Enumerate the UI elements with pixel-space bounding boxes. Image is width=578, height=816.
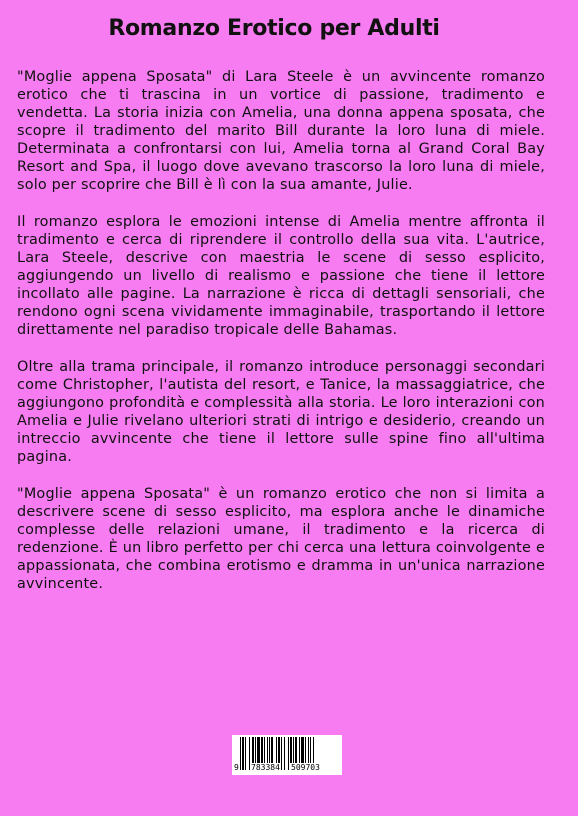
blurb-paragraph-4: "Moglie appena Sposata" è un romanzo erotico che non si limita a descrivere scene di sesso esplicito, ma esplora anche le dinamiche complesse delle relazioni umane, il tradimento e la ricerca di redenzione. È un libro perfetto per chi cerca una lettura coinvolgente e appassionata, che combina erotismo e dramma in un'unica narrazione avvincente. bbox=[17, 486, 545, 592]
blurb-paragraph-2: Il romanzo esplora le emozioni intense di Amelia mentre affronta il tradimento e cerca di riprendere il controllo della sua vita. L'autrice, Lara Steele, descrive con maestria le scene di sesso esplicito, aggiungendo un livello di realismo e passione che tiene il lettore incollato alle pagine. La narrazione è ricca di dettagli sensoriali, che rendono ogni scena vividamente immaginabile, trasportando il lettore direttamente nel paradiso tropicale delle Bahamas. bbox=[17, 214, 545, 338]
blurb-paragraph-1: "Moglie appena Sposata" di Lara Steele è un avvincente romanzo erotico che ti trascina in un vortice di passione, tradimento e vendetta. La storia inizia con Amelia, una donna appena sposata, che scopre il tradimento del marito Bill durante la loro luna di miele. Determinata a confrontarsi con lui, Amelia torna al Grand Coral Bay Resort and Spa, il luogo dove avevano trascorso la loro luna di miele, solo per scoprire che Bill è lì con la sua amante, Julie. bbox=[17, 69, 545, 193]
isbn-barcode bbox=[232, 735, 342, 775]
blurb-paragraph-3: Oltre alla trama principale, il romanzo introduce personaggi secondari come Christopher, l'autista del resort, e Tanice, la massaggiatrice, che aggiungono profondità e complessità alla storia. Le loro interazioni con Amelia e Julie rivelano ulteriori strati di intrigo e desiderio, creando un intreccio avvincente che tiene il lettore sulle spine fino all'ultima pagina. bbox=[17, 359, 545, 465]
cover-title: Romanzo Erotico per Adulti bbox=[108, 16, 440, 41]
barcode-digits-left: 783384 bbox=[251, 763, 280, 772]
barcode-digits bbox=[232, 763, 342, 772]
barcode-digits-right: 509703 bbox=[291, 763, 320, 772]
blurb-text bbox=[17, 68, 545, 612]
barcode-digit-first: 9 bbox=[234, 763, 239, 772]
